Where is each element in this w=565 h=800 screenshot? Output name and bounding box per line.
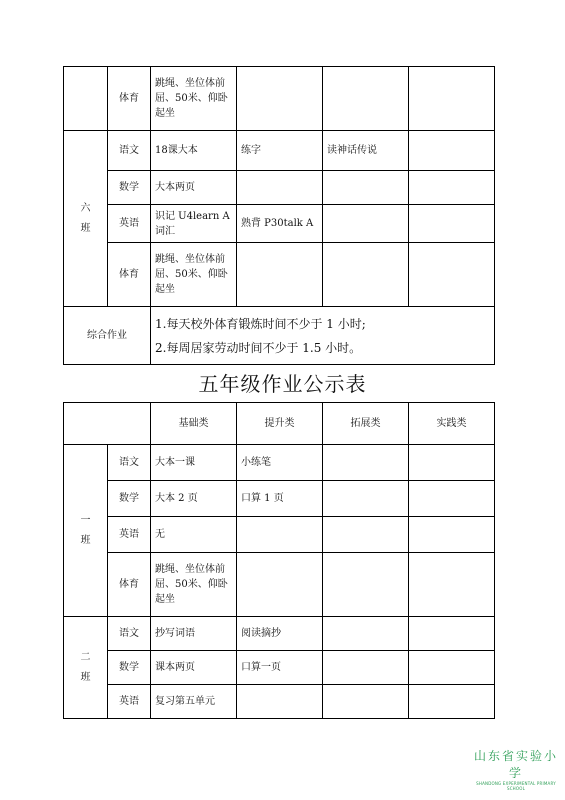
extended-cell (323, 651, 409, 685)
basic-cell: 复习第五单元 (151, 685, 237, 719)
basic-cell: 大本 2 页 (151, 481, 237, 517)
subject-cell: 英语 (108, 205, 151, 243)
comprehensive-line: 2.每周居家劳动时间不少于 1.5 小时。 (155, 340, 362, 355)
school-logo-name: 山东省实验小学 (473, 749, 558, 780)
advanced-cell: 口算一页 (237, 651, 323, 685)
class-label-text: 六 班 (80, 202, 91, 234)
class-label-1 (64, 445, 108, 617)
table-row (64, 685, 495, 719)
basic-cell: 无 (151, 517, 237, 553)
extended-cell (323, 685, 409, 719)
subject-cell: 数学 (108, 481, 151, 517)
school-logo-english: SHANDONG EXPERIMENTAL PRIMARY SCHOOL (476, 781, 556, 791)
table-row (64, 617, 495, 651)
practice-cell (409, 205, 495, 243)
extended-cell (323, 171, 409, 205)
subject-cell: 数学 (108, 171, 151, 205)
practice-cell (409, 171, 495, 205)
class-cell-empty (64, 67, 108, 131)
header-extended: 拓展类 (323, 403, 409, 445)
advanced-cell: 练字 (237, 131, 323, 171)
class-label-text: 一 班 (80, 514, 91, 546)
header-row (64, 403, 495, 445)
basic-cell: 大本两页 (151, 171, 237, 205)
school-logo (471, 747, 561, 791)
table-row (64, 553, 495, 617)
practice-cell (409, 617, 495, 651)
header-basic: 基础类 (151, 403, 237, 445)
table-row (64, 445, 495, 481)
table-row (64, 481, 495, 517)
extended-cell (323, 481, 409, 517)
basic-cell: 跳绳、坐位体前屈、50米、仰卧起坐 (151, 243, 237, 307)
basic-cell: 抄写词语 (151, 617, 237, 651)
advanced-cell (237, 553, 323, 617)
page-title: 五年级作业公示表 (198, 372, 367, 396)
practice-cell (409, 685, 495, 719)
table-row (64, 517, 495, 553)
extended-cell: 读神话传说 (323, 131, 409, 171)
subject-cell: 语文 (108, 445, 151, 481)
basic-cell: 课本两页 (151, 651, 237, 685)
table-row (64, 651, 495, 685)
subject-cell: 数学 (108, 651, 151, 685)
subject-cell: 体育 (108, 243, 151, 307)
comprehensive-label: 综合作业 (64, 307, 151, 365)
practice-cell (409, 651, 495, 685)
header-advanced: 提升类 (237, 403, 323, 445)
extended-cell (323, 205, 409, 243)
extended-cell (323, 553, 409, 617)
basic-cell: 识记 U4learn A 词汇 (151, 205, 237, 243)
advanced-cell: 阅读摘抄 (237, 617, 323, 651)
practice-cell (409, 445, 495, 481)
class-label-2 (64, 617, 108, 719)
comprehensive-content (151, 307, 495, 365)
advanced-cell: 熟背 P30talk A (237, 205, 323, 243)
class-label-text: 二 班 (80, 651, 91, 683)
subject-cell: 体育 (108, 67, 151, 131)
header-practice: 实践类 (409, 403, 495, 445)
extended-cell (323, 445, 409, 481)
practice-cell (409, 517, 495, 553)
table-row (64, 205, 495, 243)
subject-cell: 英语 (108, 685, 151, 719)
extended-cell (323, 617, 409, 651)
practice-cell (409, 67, 495, 131)
subject-cell: 英语 (108, 517, 151, 553)
homework-table (63, 402, 495, 719)
basic-cell: 18课大本 (151, 131, 237, 171)
table-row (64, 131, 495, 171)
practice-cell (409, 243, 495, 307)
subject-cell: 语文 (108, 617, 151, 651)
advanced-cell (237, 67, 323, 131)
table-row (64, 243, 495, 307)
subject-cell: 体育 (108, 553, 151, 617)
table-row (64, 307, 495, 365)
extended-cell (323, 243, 409, 307)
extended-cell (323, 67, 409, 131)
extended-cell (323, 517, 409, 553)
header-blank (64, 403, 151, 445)
comprehensive-line: 1.每天校外体育锻炼时间不少于 1 小时; (155, 316, 366, 331)
subject-cell: 语文 (108, 131, 151, 171)
advanced-cell (237, 243, 323, 307)
advanced-cell: 小练笔 (237, 445, 323, 481)
table-row (64, 171, 495, 205)
homework-table-continued (63, 66, 495, 365)
table-row (64, 67, 495, 131)
advanced-cell: 口算 1 页 (237, 481, 323, 517)
class-label-6 (64, 131, 108, 307)
basic-cell: 跳绳、坐位体前屈、50米、仰卧起坐 (151, 553, 237, 617)
basic-cell: 大本一课 (151, 445, 237, 481)
advanced-cell (237, 171, 323, 205)
advanced-cell (237, 685, 323, 719)
advanced-cell (237, 517, 323, 553)
basic-cell: 跳绳、坐位体前屈、50米、仰卧起坐 (151, 67, 237, 131)
practice-cell (409, 553, 495, 617)
practice-cell (409, 131, 495, 171)
practice-cell (409, 481, 495, 517)
